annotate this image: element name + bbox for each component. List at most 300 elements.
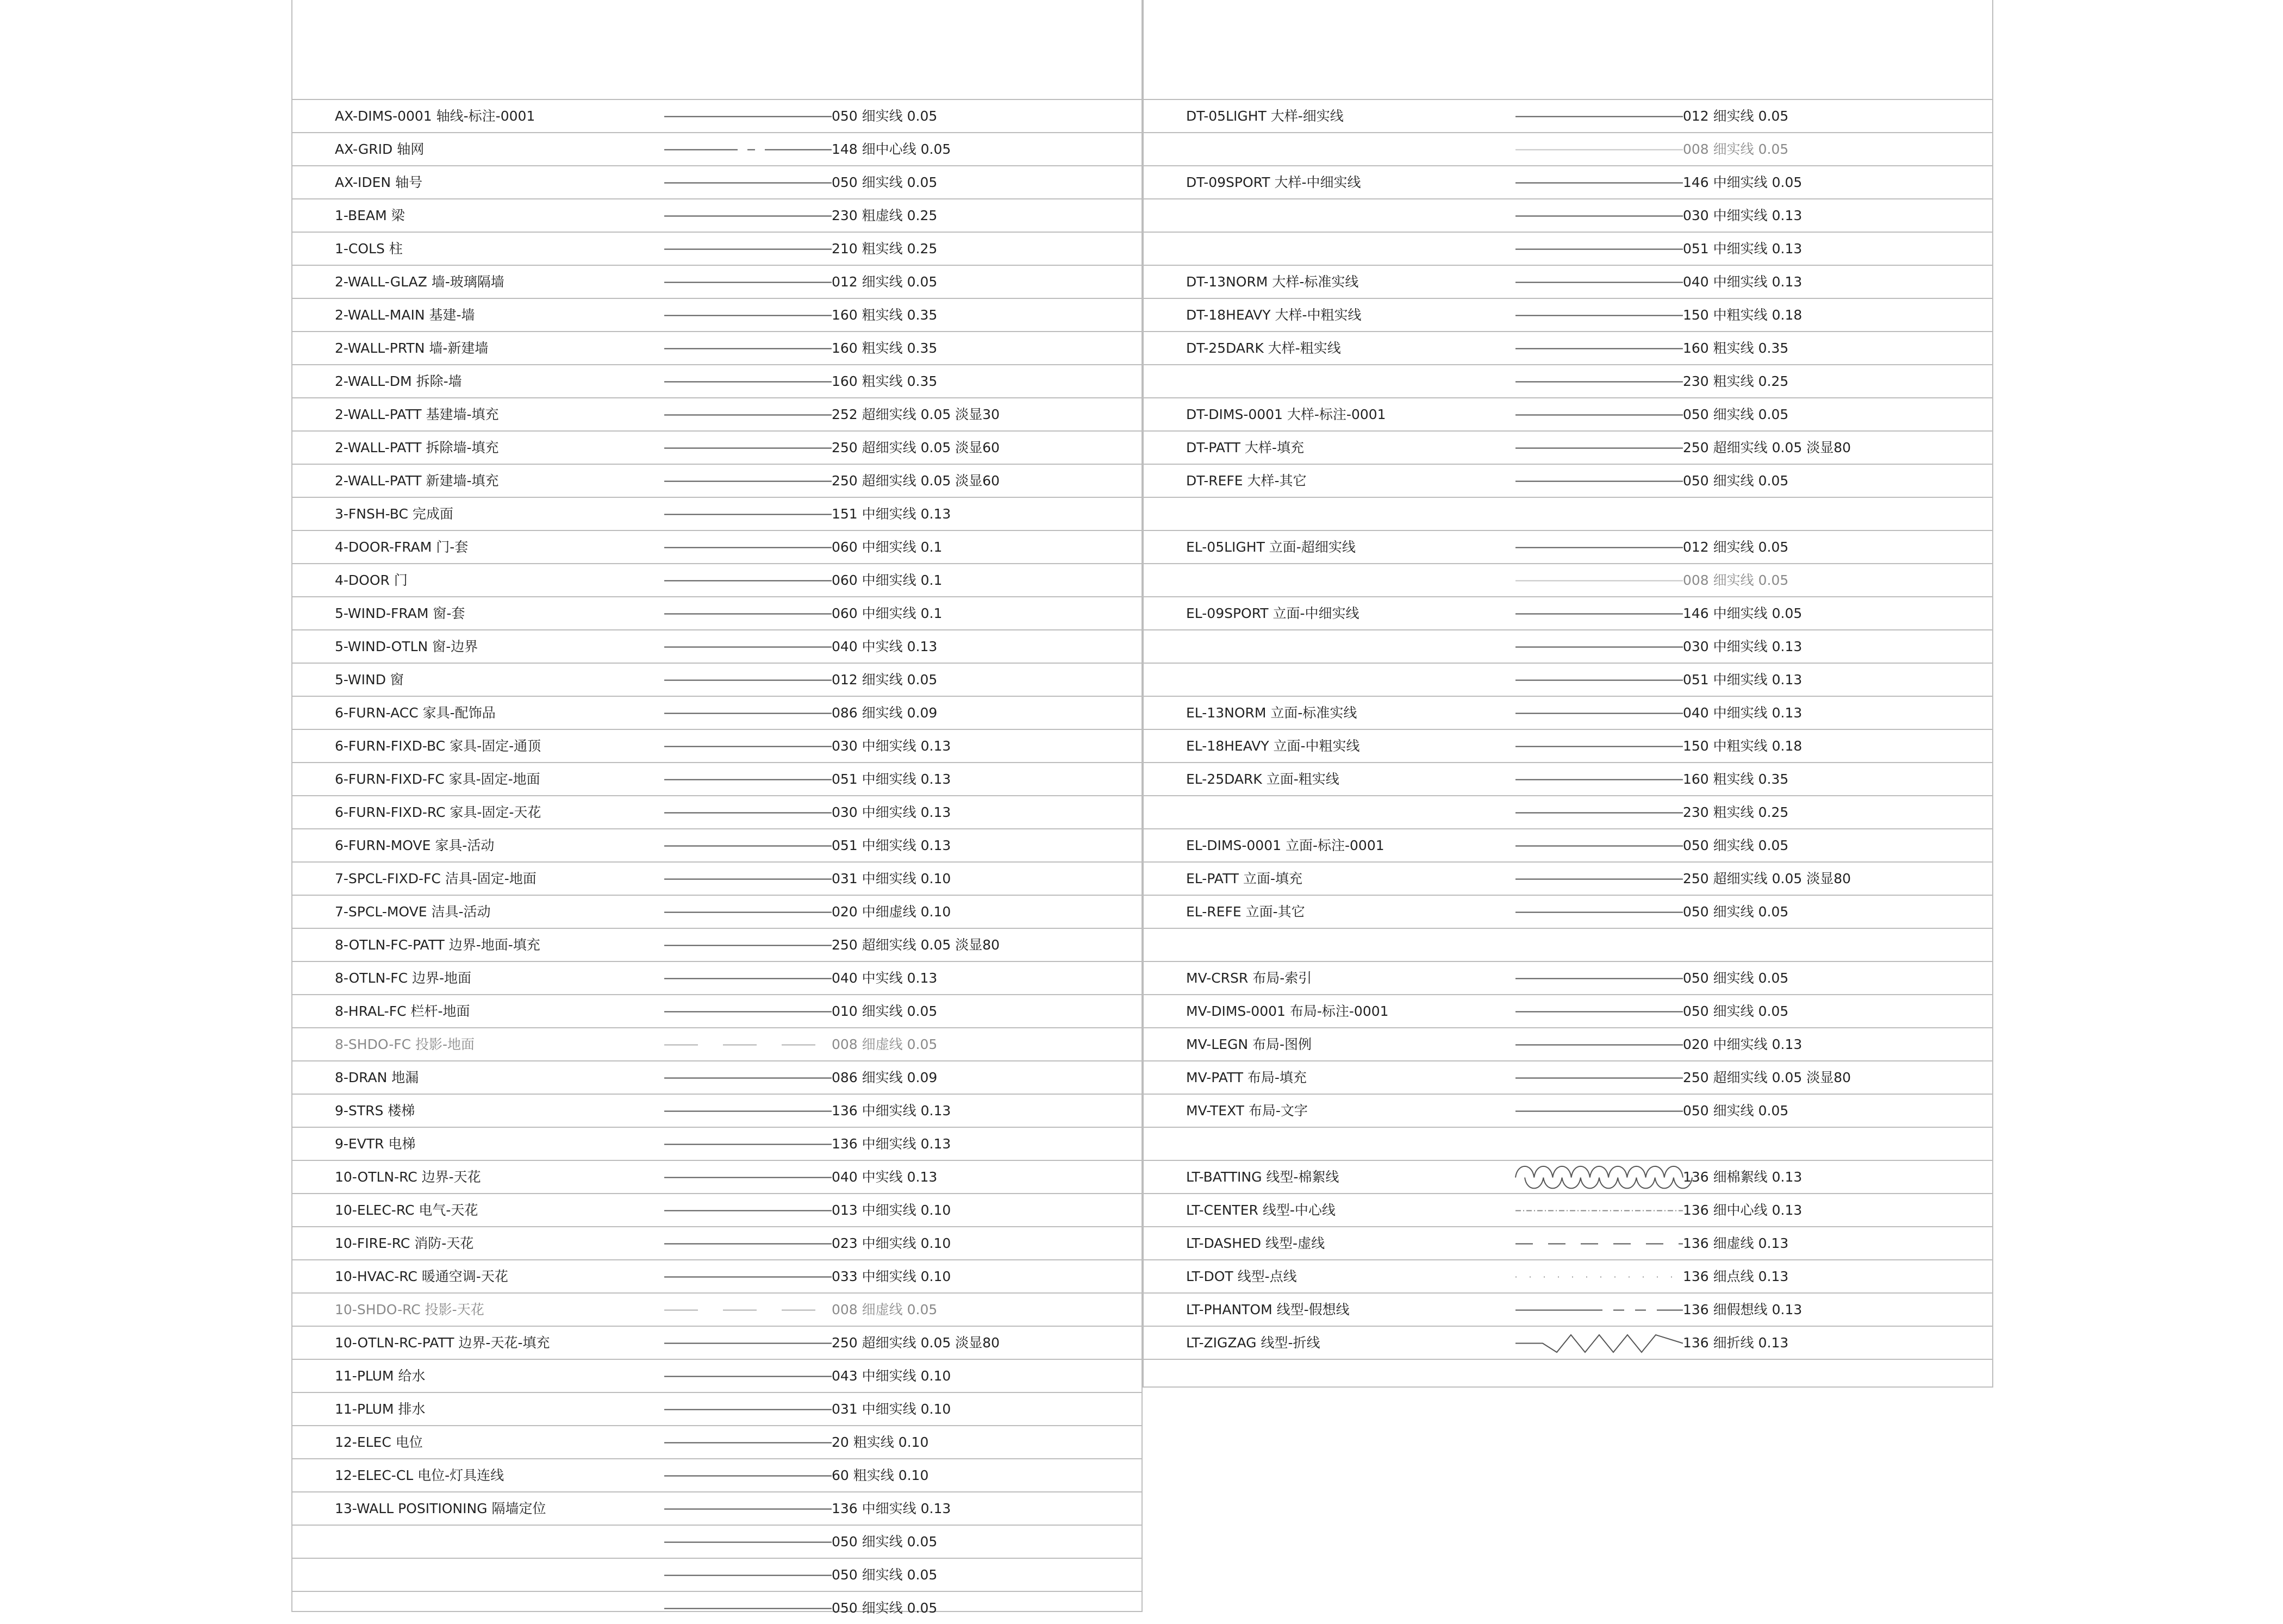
linetype-sample-icon	[1515, 149, 1683, 151]
layer-name: 2-WALL-PATT 新建墙-填充	[335, 473, 499, 489]
table-row	[291, 430, 1143, 464]
table-row	[1143, 1226, 1993, 1259]
linetype-sample	[1515, 613, 1683, 615]
layer-name: 9-STRS 楼梯	[335, 1103, 415, 1119]
linetype-sample	[1515, 480, 1683, 482]
linetype-sample	[1515, 1144, 1683, 1145]
layer-name: DT-PATT 大样-填充	[1186, 440, 1304, 455]
linetype-sample-icon	[664, 116, 832, 117]
linetype-sample	[1515, 414, 1683, 416]
table-row	[1143, 1027, 1993, 1060]
linetype-sample	[1515, 878, 1683, 880]
linetype-sample	[1515, 978, 1683, 979]
linetype-sample	[664, 1608, 832, 1609]
layer-name: MV-LEGN 布局-图例	[1186, 1036, 1312, 1052]
left-header-space	[291, 0, 1143, 99]
linetype-sample	[1515, 911, 1683, 913]
linetype-sample-icon	[1515, 713, 1683, 714]
lineweight-value: 210 粗实线 0.25	[832, 241, 938, 257]
linetype-sample	[664, 182, 832, 184]
table-row	[1143, 895, 1993, 928]
linetype-sample-icon	[664, 911, 832, 913]
linetype-sample	[664, 713, 832, 714]
layer-name: EL-REFE 立面-其它	[1186, 904, 1305, 920]
linetype-sample-icon	[664, 381, 832, 383]
layer-name: 2-WALL-DM 拆除-墙	[335, 373, 462, 389]
linetype-sample	[1515, 1011, 1683, 1013]
table-row	[1143, 530, 1993, 563]
linetype-sample	[664, 315, 832, 316]
linetype-sample	[664, 613, 832, 615]
linetype-sample-icon	[1515, 779, 1683, 780]
layer-name: 3-FNSH-BC 完成面	[335, 506, 453, 522]
table-row	[1143, 828, 1993, 861]
linetype-sample	[1515, 547, 1683, 548]
linetype-sample	[664, 679, 832, 681]
lineweight-value: 150 中粗实线 0.18	[1683, 307, 1802, 323]
table-row	[291, 1359, 1143, 1392]
layer-name: 13-WALL POSITIONING 隔墙定位	[335, 1501, 546, 1516]
lineweight-value: 012 细实线 0.05	[832, 672, 938, 688]
lineweight-value: 160 粗实线 0.35	[1683, 340, 1789, 356]
lineweight-value: 136 细虚线 0.13	[1683, 1235, 1789, 1251]
linetype-sample-icon	[664, 978, 832, 979]
table-row	[1143, 663, 1993, 696]
table-row	[291, 596, 1143, 629]
linetype-sample	[664, 1508, 832, 1510]
lineweight-value: 012 细实线 0.05	[832, 274, 938, 290]
layer-name: EL-09SPORT 立面-中细实线	[1186, 605, 1359, 621]
lineweight-value: 136 细棉絮线 0.13	[1683, 1169, 1802, 1185]
layer-name: 8-OTLN-FC 边界-地面	[335, 970, 472, 986]
linetype-sample-icon	[664, 248, 832, 250]
table-row	[1143, 1259, 1993, 1292]
table-row	[1143, 1127, 1993, 1160]
table-row	[291, 994, 1143, 1027]
lineweight-value: 008 细实线 0.05	[1683, 141, 1789, 157]
linetype-sample-icon	[1515, 679, 1683, 681]
linetype-sample	[664, 1442, 832, 1444]
table-row	[1143, 464, 1993, 497]
table-row	[1143, 795, 1993, 828]
table-row	[291, 265, 1143, 298]
lineweight-value: 008 细实线 0.05	[1683, 572, 1789, 588]
linetype-sample-icon	[664, 1309, 832, 1311]
lineweight-value: 031 中细实线 0.10	[832, 871, 951, 886]
table-row	[1143, 364, 1993, 397]
lineweight-value: 008 细虚线 0.05	[832, 1036, 938, 1052]
linetype-sample-icon	[1515, 911, 1683, 913]
layer-name: 12-ELEC 电位	[335, 1434, 423, 1450]
layer-name: 10-SHDO-RC 投影-天花	[335, 1302, 484, 1317]
linetype-sample	[1515, 348, 1683, 349]
lineweight-value: 060 中细实线 0.1	[832, 539, 943, 555]
linetype-sample-icon	[1515, 978, 1683, 979]
linetype-sample	[1515, 381, 1683, 383]
right-layer-table	[1143, 0, 1993, 1388]
linetype-sample-icon	[664, 679, 832, 681]
linetype-sample	[664, 149, 832, 151]
linetype-sample	[1515, 182, 1683, 184]
linetype-sample	[664, 1475, 832, 1477]
layer-name: DT-09SPORT 大样-中细实线	[1186, 174, 1361, 190]
layer-name: 7-SPCL-MOVE 洁具-活动	[335, 904, 491, 920]
lineweight-value: 033 中细实线 0.10	[832, 1269, 951, 1284]
layer-name: 1-COLS 柱	[335, 241, 403, 257]
table-row	[291, 1259, 1143, 1292]
lineweight-value: 030 中细实线 0.13	[832, 804, 951, 820]
table-row	[1143, 298, 1993, 331]
layer-name: 9-EVTR 电梯	[335, 1136, 416, 1152]
lineweight-value: 020 中细实线 0.13	[1683, 1036, 1802, 1052]
lineweight-value: 250 超细实线 0.05 淡显80	[832, 937, 1000, 953]
table-row	[1143, 928, 1993, 961]
layer-name: LT-DOT 线型-点线	[1186, 1269, 1297, 1284]
linetype-sample	[1515, 779, 1683, 780]
linetype-sample-icon	[1515, 812, 1683, 814]
linetype-sample	[664, 547, 832, 548]
table-row	[291, 99, 1143, 132]
table-row	[291, 464, 1143, 497]
lineweight-value: 150 中粗实线 0.18	[1683, 738, 1802, 754]
linetype-sample	[664, 1342, 832, 1344]
table-row	[1143, 1326, 1993, 1359]
linetype-sample-icon	[664, 480, 832, 482]
linetype-sample	[1515, 679, 1683, 681]
lineweight-value: 050 细实线 0.05	[1683, 407, 1789, 422]
layer-name: AX-IDEN 轴号	[335, 174, 423, 190]
linetype-sample	[664, 1376, 832, 1377]
linetype-sample-icon	[664, 1276, 832, 1278]
linetype-sample	[664, 1309, 832, 1311]
linetype-sample-icon	[664, 646, 832, 648]
linetype-sample	[664, 116, 832, 117]
linetype-sample	[664, 1575, 832, 1576]
linetype-sample-icon	[664, 1608, 832, 1609]
layer-name: EL-18HEAVY 立面-中粗实线	[1186, 738, 1360, 754]
lineweight-value: 050 细实线 0.05	[832, 174, 938, 190]
linetype-sample	[664, 248, 832, 250]
lineweight-value: 148 细中心线 0.05	[832, 141, 951, 157]
lineweight-value: 050 细实线 0.05	[832, 1567, 938, 1583]
lineweight-value: 050 细实线 0.05	[1683, 904, 1789, 920]
table-row	[1143, 629, 1993, 663]
linetype-sample-icon	[664, 1376, 832, 1377]
linetype-sample-icon	[664, 945, 832, 946]
linetype-sample	[664, 215, 832, 217]
layer-name: EL-DIMS-0001 立面-标注-0001	[1186, 838, 1384, 853]
linetype-sample-icon	[1515, 613, 1683, 615]
lineweight-value: 136 中细实线 0.13	[832, 1103, 951, 1119]
layer-name: 6-FURN-FIXD-BC 家具-固定-通顶	[335, 738, 541, 754]
linetype-sample-icon	[664, 282, 832, 283]
linetype-sample-icon	[1515, 878, 1683, 880]
linetype-sample-icon	[1515, 1077, 1683, 1079]
linetype-sample	[664, 1077, 832, 1079]
layer-name: 4-DOOR 门	[335, 572, 408, 588]
linetype-sample-icon	[1515, 282, 1683, 283]
layer-name: EL-13NORM 立面-标准实线	[1186, 705, 1357, 721]
layer-name: 2-WALL-MAIN 基建-墙	[335, 307, 475, 323]
linetype-sample	[664, 348, 832, 349]
lineweight-value: 250 超细实线 0.05 淡显80	[1683, 871, 1851, 886]
table-row	[1143, 132, 1993, 165]
table-row	[1143, 994, 1993, 1027]
table-row	[291, 1292, 1143, 1326]
linetype-sample-icon	[664, 1077, 832, 1079]
linetype-sample	[664, 1044, 832, 1046]
layer-name: 12-ELEC-CL 电位-灯具连线	[335, 1467, 504, 1483]
linetype-sample-icon	[1515, 414, 1683, 416]
linetype-sample-icon	[1515, 547, 1683, 548]
table-row	[291, 1027, 1143, 1060]
linetype-sample-icon	[664, 613, 832, 615]
lineweight-value: 030 中细实线 0.13	[1683, 208, 1802, 223]
linetype-sample-icon	[1515, 480, 1683, 482]
table-row	[1143, 1359, 1993, 1392]
linetype-sample-icon	[664, 812, 832, 814]
linetype-sample-icon	[1515, 1243, 1683, 1245]
layer-name: EL-PATT 立面-填充	[1186, 871, 1303, 886]
linetype-sample	[1515, 1110, 1683, 1112]
linetype-sample-icon	[1515, 381, 1683, 383]
linetype-sample	[1515, 1177, 1683, 1178]
linetype-sample-icon	[1515, 580, 1683, 582]
table-row	[291, 1094, 1143, 1127]
linetype-sample	[664, 978, 832, 979]
table-row	[291, 1060, 1143, 1094]
lineweight-value: 043 中细实线 0.10	[832, 1368, 951, 1384]
linetype-sample	[1515, 746, 1683, 747]
linetype-sample	[1515, 845, 1683, 847]
linetype-sample	[1515, 1342, 1683, 1344]
linetype-sample	[1515, 1376, 1683, 1377]
lineweight-value: 146 中细实线 0.05	[1683, 174, 1802, 190]
table-row	[291, 1491, 1143, 1525]
lineweight-value: 250 超细实线 0.05 淡显80	[1683, 1070, 1851, 1085]
lineweight-value: 023 中细实线 0.10	[832, 1235, 951, 1251]
lineweight-value: 160 粗实线 0.35	[1683, 771, 1789, 787]
linetype-sample-icon	[1515, 182, 1683, 184]
layer-name: MV-PATT 布局-填充	[1186, 1070, 1307, 1085]
table-row	[291, 497, 1143, 530]
linetype-sample-icon	[664, 1442, 832, 1444]
linetype-sample-icon	[664, 746, 832, 747]
linetype-sample-icon	[664, 514, 832, 515]
linetype-sample-icon	[1515, 945, 1683, 946]
lineweight-value: 050 细实线 0.05	[832, 1534, 938, 1550]
table-row	[291, 1226, 1143, 1259]
table-row	[1143, 961, 1993, 994]
linetype-sample	[1515, 248, 1683, 250]
linetype-sample-icon	[664, 215, 832, 217]
linetype-sample-icon	[1515, 1011, 1683, 1013]
lineweight-value: 012 细实线 0.05	[1683, 108, 1789, 124]
linetype-sample	[1515, 1210, 1683, 1211]
table-row	[291, 961, 1143, 994]
linetype-sample-icon	[664, 1210, 832, 1211]
linetype-sample-icon	[664, 878, 832, 880]
linetype-sample-icon	[664, 1475, 832, 1477]
table-row	[291, 1458, 1143, 1491]
lineweight-value: 050 细实线 0.05	[1683, 1103, 1789, 1119]
linetype-sample	[664, 1409, 832, 1410]
layer-name: 6-FURN-MOVE 家具-活动	[335, 838, 495, 853]
table-row	[291, 762, 1143, 795]
linetype-sample	[664, 1541, 832, 1543]
linetype-sample	[664, 878, 832, 880]
lineweight-value: 050 细实线 0.05	[1683, 473, 1789, 489]
lineweight-value: 086 细实线 0.09	[832, 1070, 938, 1085]
linetype-sample	[664, 779, 832, 780]
linetype-sample-icon	[1515, 746, 1683, 747]
lineweight-value: 250 超细实线 0.05 淡显80	[832, 1335, 1000, 1351]
lineweight-value: 146 中细实线 0.05	[1683, 605, 1802, 621]
table-row	[1143, 1160, 1993, 1193]
lineweight-value: 252 超细实线 0.05 淡显30	[832, 407, 1000, 422]
linetype-sample	[1515, 1276, 1683, 1278]
layer-name: 5-WIND-OTLN 窗-边界	[335, 639, 478, 654]
layer-name: EL-25DARK 立面-粗实线	[1186, 771, 1339, 787]
lineweight-value: 160 粗实线 0.35	[832, 340, 938, 356]
table-row	[291, 132, 1143, 165]
table-row	[291, 928, 1143, 961]
linetype-sample	[664, 1177, 832, 1178]
linetype-sample-icon	[1515, 646, 1683, 648]
linetype-sample	[664, 580, 832, 582]
lineweight-value: 151 中细实线 0.13	[832, 506, 951, 522]
right-header-space	[1143, 0, 1993, 99]
lineweight-value: 050 细实线 0.05	[1683, 838, 1789, 853]
layer-name: 5-WIND-FRAM 窗-套	[335, 605, 465, 621]
lineweight-value: 051 中细实线 0.13	[832, 838, 951, 853]
layer-name: LT-BATTING 线型-棉絮线	[1186, 1169, 1339, 1185]
linetype-sample-icon	[664, 1575, 832, 1576]
linetype-sample	[1515, 514, 1683, 515]
linetype-sample-icon	[664, 149, 832, 151]
linetype-sample-icon	[664, 1541, 832, 1543]
lineweight-value: 020 中细虚线 0.10	[832, 904, 951, 920]
linetype-sample-icon	[664, 1110, 832, 1112]
layer-name: LT-PHANTOM 线型-假想线	[1186, 1302, 1350, 1317]
linetype-sample-icon	[664, 713, 832, 714]
layer-name: 11-PLUM 排水	[335, 1401, 426, 1417]
layer-name: 10-FIRE-RC 消防-天花	[335, 1235, 474, 1251]
lineweight-value: 051 中细实线 0.13	[832, 771, 951, 787]
lineweight-value: 160 粗实线 0.35	[832, 307, 938, 323]
table-row	[291, 1558, 1143, 1591]
linetype-sample-icon	[664, 1144, 832, 1145]
linetype-sample-icon	[664, 1044, 832, 1046]
linetype-sample	[1515, 1243, 1683, 1245]
table-row	[291, 563, 1143, 596]
layer-name: 8-OTLN-FC-PATT 边界-地面-填充	[335, 937, 540, 953]
layer-name: 10-OTLN-RC 边界-天花	[335, 1169, 481, 1185]
linetype-sample	[1515, 580, 1683, 582]
layer-name: DT-25DARK 大样-粗实线	[1186, 340, 1341, 356]
lineweight-value: 050 细实线 0.05	[1683, 970, 1789, 986]
linetype-sample	[1515, 447, 1683, 449]
lineweight-value: 030 中细实线 0.13	[832, 738, 951, 754]
layer-name: LT-DASHED 线型-虚线	[1186, 1235, 1325, 1251]
linetype-sample-icon	[1515, 315, 1683, 316]
layer-name: 6-FURN-FIXD-FC 家具-固定-地面	[335, 771, 540, 787]
table-row	[291, 629, 1143, 663]
lineweight-value: 136 细中心线 0.13	[1683, 1202, 1802, 1218]
table-row	[291, 663, 1143, 696]
table-row	[1143, 331, 1993, 364]
lineweight-value: 031 中细实线 0.10	[832, 1401, 951, 1417]
lineweight-value: 20 粗实线 0.10	[832, 1434, 929, 1450]
lineweight-value: 040 中细实线 0.13	[1683, 705, 1802, 721]
table-row	[291, 1425, 1143, 1458]
table-row	[1143, 430, 1993, 464]
linetype-sample	[1515, 149, 1683, 151]
lineweight-value: 250 超细实线 0.05 淡显80	[1683, 440, 1851, 455]
lineweight-value: 040 中实线 0.13	[832, 1169, 938, 1185]
linetype-sample-icon	[664, 547, 832, 548]
linetype-sample-icon	[1515, 1276, 1683, 1278]
linetype-sample-icon	[664, 779, 832, 780]
linetype-sample-icon	[1515, 248, 1683, 250]
layer-name: 8-SHDO-FC 投影-地面	[335, 1036, 475, 1052]
table-row	[1143, 696, 1993, 729]
linetype-sample-icon	[664, 1177, 832, 1178]
lineweight-value: 086 细实线 0.09	[832, 705, 938, 721]
table-row	[291, 397, 1143, 430]
lineweight-value: 051 中细实线 0.13	[1683, 241, 1802, 257]
linetype-sample	[1515, 282, 1683, 283]
linetype-sample	[1515, 812, 1683, 814]
layer-name: LT-CENTER 线型-中心线	[1186, 1202, 1336, 1218]
linetype-sample	[1515, 945, 1683, 946]
linetype-sample-icon	[1515, 1144, 1683, 1145]
lineweight-value: 050 细实线 0.05	[832, 1600, 938, 1616]
linetype-sample-icon	[664, 1011, 832, 1013]
linetype-sample-icon	[664, 348, 832, 349]
linetype-sample	[664, 646, 832, 648]
table-row	[1143, 397, 1993, 430]
table-row	[1143, 596, 1993, 629]
table-row	[291, 364, 1143, 397]
table-row	[291, 895, 1143, 928]
linetype-sample-icon	[664, 315, 832, 316]
left-layer-table	[291, 0, 1143, 1616]
table-row	[291, 1392, 1143, 1425]
linetype-sample-icon	[1515, 1177, 1683, 1178]
linetype-sample	[664, 282, 832, 283]
linetype-sample	[664, 945, 832, 946]
linetype-sample-icon	[664, 1342, 832, 1344]
linetype-sample-icon	[664, 447, 832, 449]
table-row	[291, 530, 1143, 563]
layer-name: MV-CRSR 布局-索引	[1186, 970, 1312, 986]
linetype-sample	[664, 414, 832, 416]
table-row	[1143, 265, 1993, 298]
lineweight-value: 160 粗实线 0.35	[832, 373, 938, 389]
layer-name: 7-SPCL-FIXD-FC 洁具-固定-地面	[335, 871, 537, 886]
layer-name: 8-DRAN 地漏	[335, 1070, 419, 1085]
linetype-sample-icon	[1515, 1309, 1683, 1311]
layer-name: 6-FURN-FIXD-RC 家具-固定-天花	[335, 804, 541, 820]
linetype-sample-icon	[1515, 215, 1683, 217]
linetype-sample	[1515, 1309, 1683, 1311]
linetype-sample-icon	[1515, 514, 1683, 515]
table-row	[291, 198, 1143, 232]
table-row	[291, 1193, 1143, 1226]
lineweight-value: 230 粗虚线 0.25	[832, 208, 938, 223]
linetype-sample	[1515, 646, 1683, 648]
